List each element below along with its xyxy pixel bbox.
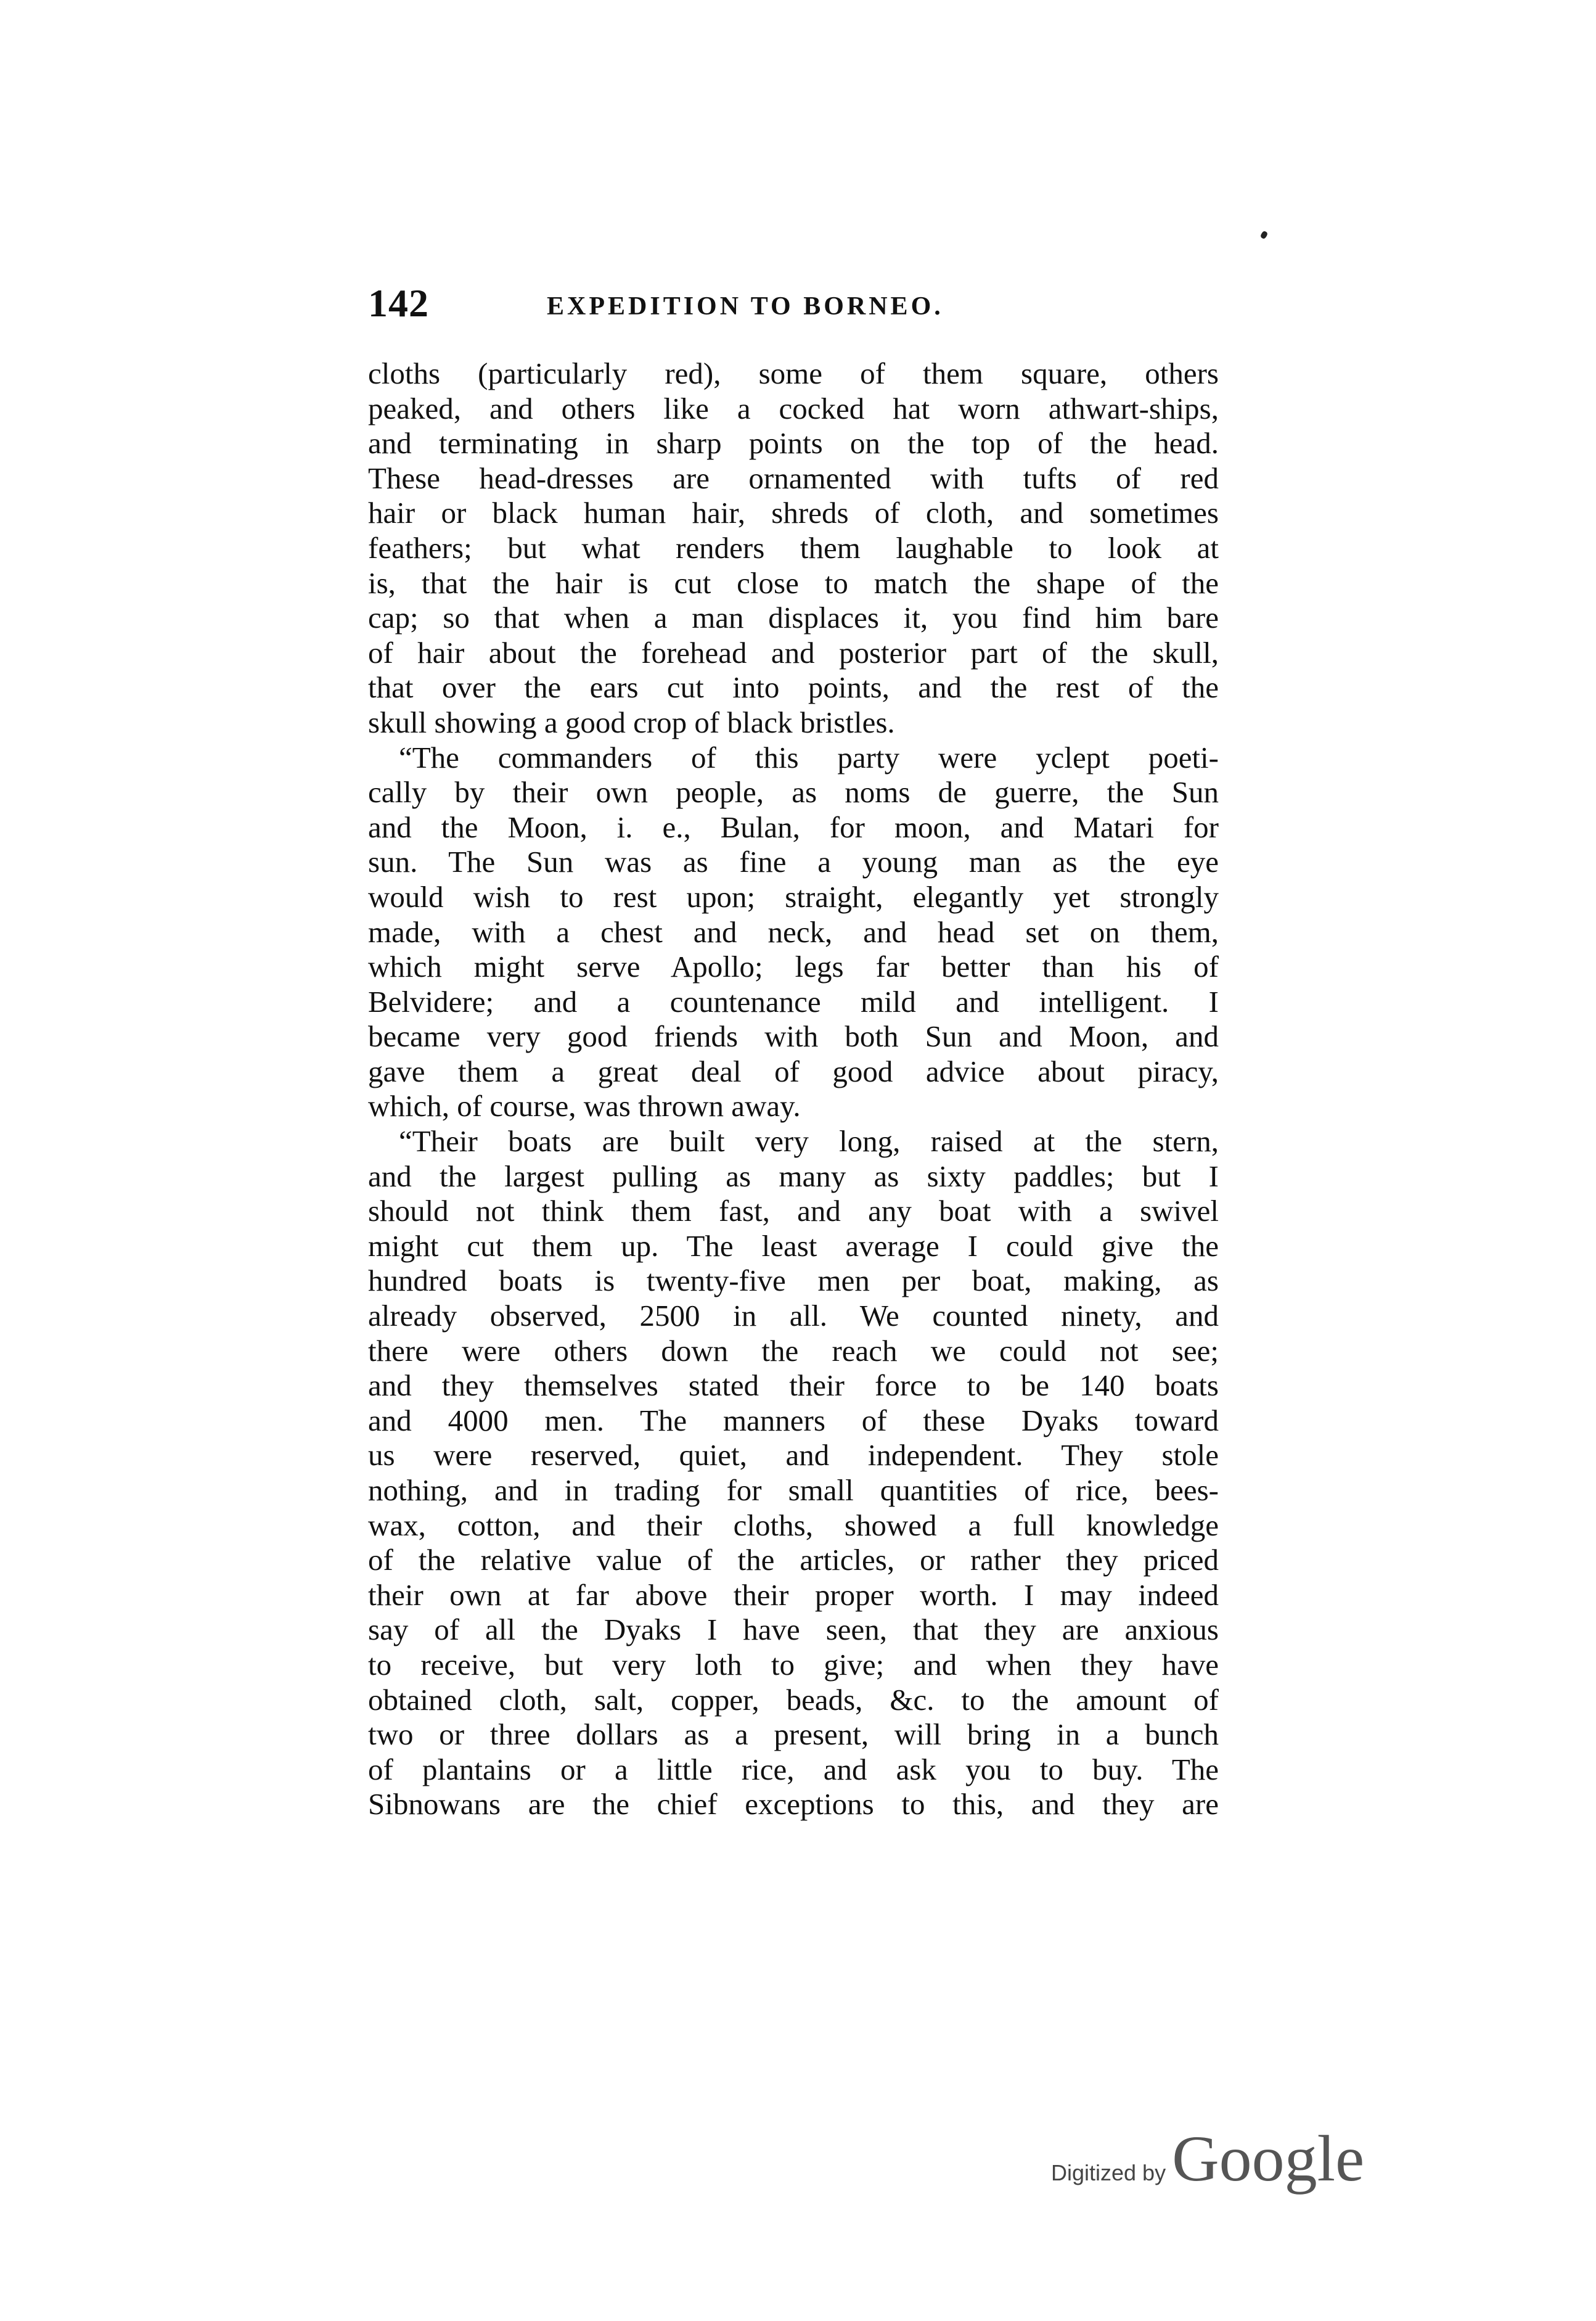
- watermark-prefix: Digitized by: [1051, 2160, 1166, 2185]
- text-line: and they themselves stated their force to be 140 boats: [368, 1368, 1219, 1403]
- text-line: should not think them fast, and any boat with a swivel: [368, 1194, 1219, 1228]
- text-line: Sibnowans are the chief exceptions to this, and they are: [368, 1787, 1219, 1822]
- text-line: feathers; but what renders them laughable to look at: [368, 530, 1219, 565]
- text-line: sun. The Sun was as fine a young man as the eye: [368, 845, 1219, 879]
- text-line: would wish to rest upon; straight, elegantly yet strongly: [368, 879, 1219, 914]
- text-line: obtained cloth, salt, copper, beads, &c. to the amount of: [368, 1682, 1219, 1717]
- text-line: might cut them up. The least average I could give the: [368, 1228, 1219, 1263]
- body-text: [368, 356, 1219, 1822]
- text-line: say of all the Dyaks I have seen, that they are anxious: [368, 1612, 1219, 1647]
- text-line: made, with a chest and neck, and head set on them,: [368, 914, 1219, 949]
- digitized-watermark: [1051, 2121, 1365, 2195]
- text-line: nothing, and in trading for small quantities of rice, bees-: [368, 1473, 1219, 1507]
- text-line: that over the ears cut into points, and the rest of the: [368, 670, 1219, 705]
- text-line: to receive, but very loth to give; and when they have: [368, 1647, 1219, 1682]
- text-line: cally by their own people, as noms de guerre, the Sun: [368, 775, 1219, 810]
- running-head: [368, 281, 1219, 330]
- text-line: is, that the hair is cut close to match the shape of the: [368, 565, 1219, 600]
- text-line: already observed, 2500 in all. We counted ninety, and: [368, 1299, 1219, 1333]
- text-line: “The commanders of this party were yclept poeti-: [399, 740, 1219, 774]
- running-title: EXPEDITION TO BORNEO.: [547, 292, 944, 321]
- page-number: 142: [368, 281, 429, 325]
- text-line: “Their boats are built very long, raised at the stern,: [399, 1124, 1219, 1159]
- text-line: Belvidere; and a countenance mild and intelligent. I: [368, 984, 1219, 1019]
- ink-speck: [1260, 231, 1269, 240]
- text-line: and 4000 men. The manners of these Dyaks toward: [368, 1403, 1219, 1437]
- text-line: of plantains or a little rice, and ask you to buy. The: [368, 1752, 1219, 1786]
- text-line: two or three dollars as a present, will bring in a bunch: [368, 1717, 1219, 1752]
- text-line: which might serve Apollo; legs far better than his of: [368, 950, 1219, 984]
- text-line: there were others down the reach we could not see;: [368, 1333, 1219, 1368]
- text-line: their own at far above their proper worth. I may indeed: [368, 1577, 1219, 1612]
- text-line: became very good friends with both Sun and Moon, and: [368, 1019, 1219, 1054]
- text-line: These head-dresses are ornamented with tufts of red: [368, 461, 1219, 495]
- text-line: and the Moon, i. e., Bulan, for moon, and Matari for: [368, 810, 1219, 844]
- text-line: of the relative value of the articles, or rather they priced: [368, 1543, 1219, 1577]
- text-line: and terminating in sharp points on the top of the head.: [368, 426, 1219, 461]
- text-line: skull showing a good crop of black bristles.: [368, 705, 895, 739]
- text-line: cap; so that when a man displaces it, you find him bare: [368, 601, 1219, 635]
- text-line: wax, cotton, and their cloths, showed a full knowledge: [368, 1508, 1219, 1542]
- text-line: hair or black human hair, shreds of cloth, and sometimes: [368, 496, 1219, 530]
- text-line: and the largest pulling as many as sixty paddles; but I: [368, 1159, 1219, 1193]
- text-line: gave them a great deal of good advice about piracy,: [368, 1054, 1219, 1088]
- text-line: which, of course, was thrown away.: [368, 1089, 801, 1124]
- text-line: of hair about the forehead and posterior part of the skull,: [368, 635, 1219, 670]
- text-line: hundred boats is twenty-five men per boat, making, as: [368, 1263, 1219, 1298]
- google-logo: Google: [1172, 2122, 1365, 2195]
- text-line: cloths (particularly red), some of them square, others: [368, 356, 1219, 390]
- text-line: us were reserved, quiet, and independent. They stole: [368, 1438, 1219, 1473]
- text-line: peaked, and others like a cocked hat worn athwart-ships,: [368, 391, 1219, 425]
